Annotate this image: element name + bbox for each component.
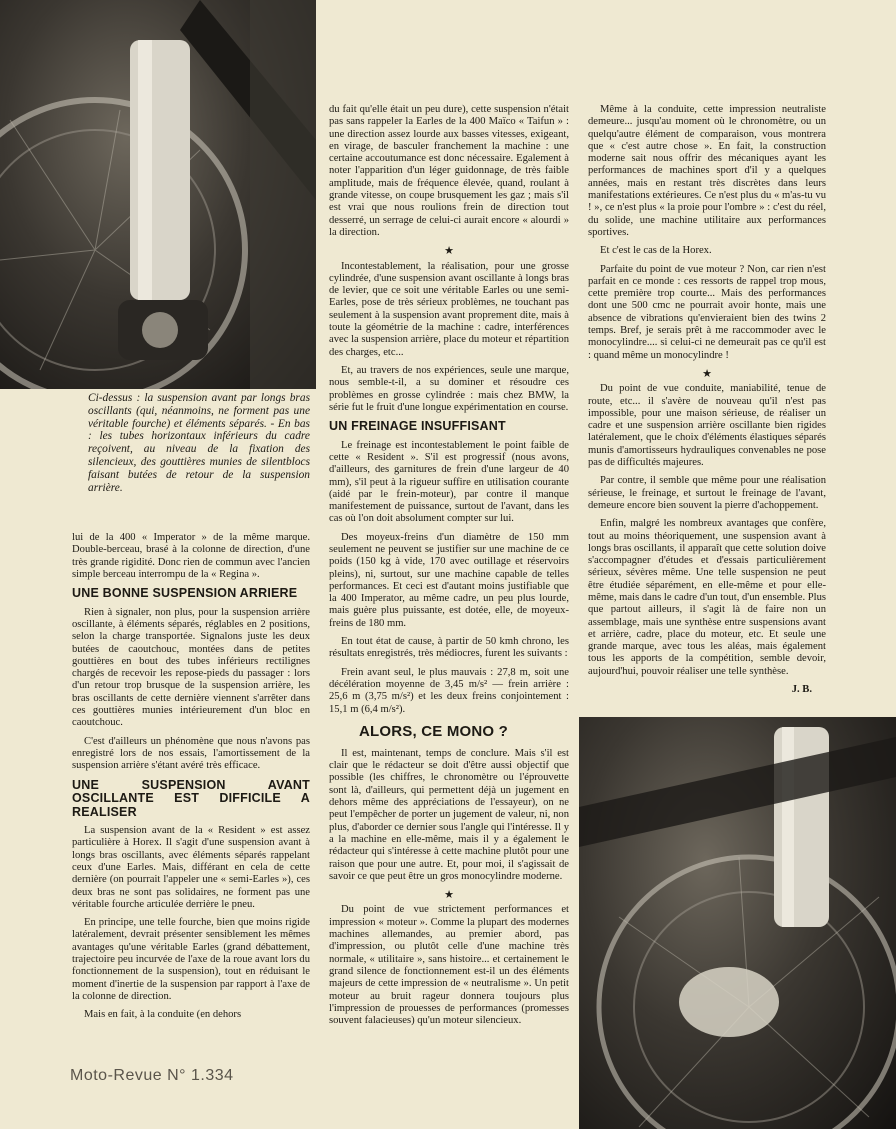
paragraph: Et, au travers de nos expériences, seule une marque, nous semble-t-il, a su dominer et résoudre ces problèmes en grosse cylindrée : mais chez BMW, la série fut le fruit d'une longue expérimentation en course. — [329, 364, 569, 413]
paragraph: Incontestablement, la réalisation, pour une grosse cylindrée, d'une suspension avant oscillante à longs bras de levier, que ce soit une véritable Earles ou une semi-Earles, pose de très sérieux problèmes, ne touchant pas seulement à la suspension avant proprement dite, mais à toute la géométrie de la machine : cadre, interférences avec la suspension arrière, place du moteur et répartition des charges, etc... — [329, 260, 569, 358]
paragraph: du fait qu'elle était un peu dure), cette suspension n'était pas sans rappeler la Earles de la 400 Maïco « Taifun » : une direction assez lourde aux basses vitesses, exigeant, en virage, de basculer franchement la machine : une certaine accoutumance est donc nécessaire. Egalement à noter l'apparition d'un léger guidonnage, de très faible amplitude, mais de fréquence élevée, quand, roulant à grande vitesse, on coupe brusquement les gaz ; mais s'il est vrai que nous roulions frein de direction tout desserré, un serrage de celui-ci aurait encore « alourdi » la direction. — [329, 104, 569, 238]
paragraph: Du point de vue conduite, maniabilité, tenue de route, etc... il s'avère de nouveau qu'il n'est pas impossible, pour une maison sérieuse, de réaliser un cadre et une suspension arrière oscillante bien rigides latéralement, que le choix d'éléments élastiques séparés munis d'amortisseurs hydrauliques convenables ne pose pas de difficultés majeures. — [588, 383, 826, 469]
paragraph: Il est, maintenant, temps de conclure. Mais s'il est clair que le rédacteur se doit d'être aussi objectif que possible (les chiffres, le chronomètre ou l'éprouvette sont là, d'ailleurs, qui permettent déjà un jugement en dehors même des appréciations de l'essayeur), on ne peut l'empêcher de porter un jugement de valeur, ni, non plus, d'aborder ce dernier sous l'angle qui l'intéresse. Il y a la machine en elle-même, mais il y a également le rédacteur qui s'intéresse à cette machine plutôt pour une raison que pour une autre. Et, pour moi, il s'agissait de savoir ce que peut être un gros monocylindre moderne. — [329, 747, 569, 882]
paragraph: Frein avant seul, le plus mauvais : 27,8 m, soit une décélération moyenne de 3,45 m/s² — frein arrière : 25,6 m (3,75 m/s²) et les deux freins conjointement : 15,1 m (6,4 m/s²). — [329, 666, 569, 715]
paragraph: Enfin, malgré les nombreux avantages que confère, tout au moins théoriquement, une suspension avant à longs bras oscillants, il apparaît que cette solution doive s'accompagner d'études et d'essais particulièrement sérieux, sévères même. Une telle suspension ne peut être étudiée séparément, en elle-même et pour elle-même, mais dans le cadre d'un tout, d'un ensemble. Plus que partout ailleurs, il s'agit là de faire non un assemblage, mais une synthèse entre suspensions avant et arrière, cadre, place du moteur, etc. Et seule une grande marque, avec tous les aléas, mais également tous les apports de la compétition, semble devoir, aujourd'hui, pouvoir réaliser une telle synthèse. — [588, 518, 827, 677]
paragraph: Rien à signaler, non plus, pour la suspension arrière oscillante, à éléments séparés, réglables en 2 positions, selon la charge transportée. Signalons juste les deux butées de caoutchouc, montées dans de petites gouttières en bout des tubes inférieurs rectilignes chargés de recevoir les repose-pieds du passager : lors d'un retour trop brusque de la suspension arrière, les bras oscillants de cette dernière viennent s'arrêter dans ces gouttières munies intérieurement d'un bloc en caoutchouc. — [72, 606, 310, 729]
paragraph: Par contre, il semble que même pour une réalisation sérieuse, le freinage, et surtout le freinage de l'avant, demeure encore bien souvent la pierre d'achoppement. — [588, 475, 826, 511]
section-heading: UNE BONNE SUSPENSION ARRIERE — [72, 586, 298, 601]
section-heading: UNE SUSPENSION AVANT OSCILLANTE EST DIFFICILE A REALISER — [72, 777, 310, 819]
star-separator: ★ — [702, 367, 712, 380]
author-signature: J. B. — [791, 684, 812, 696]
paragraph: Des moyeux-freins d'un diamètre de 150 mm seulement ne peuvent se justifier sur une machine de ce poids (150 kg à vide, 170 avec outillage et réservoirs pleins), ni, surtout, sur une machine capable de telles performances. Et ceci est d'autant moins justifiable que la 400 Imperator, au même cadre, un peu plus lourde, mais guère plus puissante, est dotée, elle, de moyeux-freins de 180 mm. — [329, 531, 569, 629]
paragraph: En tout état de cause, à partir de 50 kmh chrono, les résultats enregistrés, très médiocres, furent les suivants : — [329, 636, 569, 660]
paragraph: Parfaite du point de vue moteur ? Non, car rien n'est parfait en ce monde : ces ressorts de rappel trop mous, cette première trop courte... Mais des performances dont une 500 cmc ne pourrait avoir honte, mais une absence de vibrations qu'envieraient bien des twins 2 temps. Bref, je serais prêt à me raccommoder avec le monocylindre.... si celui-ci ne demeurait pas ce qu'il est : quand même un monocylindre ! — [588, 263, 826, 361]
paragraph: C'est d'ailleurs un phénomène que nous n'avons pas enregistré lors de nos essais, l'amortissement de la suspension arrière s'étant avéré très efficace. — [72, 735, 310, 772]
paragraph: Mais en fait, à la conduite (en dehors — [84, 1009, 242, 1021]
front-suspension-photo — [0, 0, 316, 389]
section-heading: UN FREINAGE INSUFFISANT — [329, 419, 506, 434]
paragraph: Même à la conduite, cette impression neutraliste demeure... jusqu'au moment où le chronomètre, ou un quelqu'autre élément de comparaison, vous montrera que « c'est autre chose ». En fait, la construction moderne sait nous offrir des mécaniques ayant les performances de machines sport d'il y a quelques années, mais en restant très discrètes dans leurs manifestations extérieures. Ce n'est plus du « m'as-tu vu ! », ce n'est plus « la proie pour l'ombre » : c'est du réel, du solide, une machine utilitaire aux performances sportives. — [588, 104, 826, 238]
paragraph: Du point de vue strictement performances et impression « moteur ». Comme la plupart des modernes machines allemandes, au premier abord, pas d'impression, ou plutôt celle d'une machine très normale, « utilitaire », sans histoire... et certainement le grand silence de fonctionnement est-il un des éléments majeurs de cette impression de « neutralisme ». Un petit moteur au bruit rageur donnera toujours plus l'impression de prouesses de performances (promesses souvent falacieuses) qu'un moteur silencieux. — [329, 904, 569, 1027]
paragraph: En principe, une telle fourche, bien que moins rigide latéralement, devrait présenter sensiblement les mêmes avantages qu'une véritable Earles (grand débattement, trajectoire peu incurvée de l'axe de la roue avant lors du fonctionnement de la suspension), tout en réduisant le moment d'inertie de la suspension par rapport à l'axe de la colonne de direction. — [72, 917, 310, 1002]
column-3 — [588, 104, 826, 702]
column-2 — [329, 104, 569, 1033]
column-1-body — [72, 532, 310, 1028]
magazine-footer: Moto-Revue N° 1.334 — [70, 1067, 234, 1084]
star-separator: ★ — [444, 889, 454, 902]
star-separator: ★ — [444, 245, 454, 258]
column-1 — [88, 392, 310, 500]
section-heading: ALORS, CE MONO ? — [359, 722, 509, 740]
paragraph: Et c'est le cas de la Horex. — [600, 245, 712, 257]
photo-caption: Ci-dessus : la suspension avant par longs bras oscillants (qui, néanmoins, ne forment pas une véritable fourche) et éléments séparés. - En bas : les tubes horizontaux inférieurs du cadre reçoivent, au niveau de la fixation des silencieux, des gouttières munies de silentblocs faisant butées de retour de la suspension arrière. — [88, 392, 310, 494]
paragraph: La suspension avant de la « Resident » est assez particulière à Horex. Il s'agit d'une suspension avant à longs bras oscillants, avec éléments séparés rappelant ceux d'une Earles. Mais, différant en cela de cette dernière (on pourrait l'appeler une « semi-Earles »), ces deux bras ne sont pas solidaires, ne forment pas une véritable fourche articulée derrière le pneu. — [72, 825, 310, 910]
paragraph: Le freinage est incontestablement le point faible de cette « Resident ». S'il est progressif (nous avons, d'ailleurs, des garnitures de frein d'une largeur de 40 mm), s'il peut à la rigueur suffire en utilisation courante (aidé par le frein-moteur), par contre il manque manifestement de puissance, surtout de l'avant, dans les cas où l'on doit absolument compter sur lui. — [329, 439, 569, 525]
paragraph: lui de la 400 « Imperator » de la même marque. Double-berceau, brasé à la colonne de direction, d'une très grande rigidité. Donc rien de commun avec l'ancien simple berceau interrompu de la « Regina ». — [72, 532, 310, 580]
rear-suspension-photo — [579, 717, 896, 1129]
